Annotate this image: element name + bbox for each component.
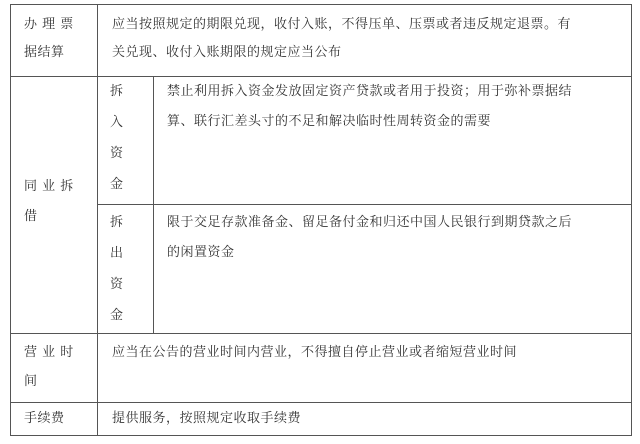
subrow-content-line: 的闲置资金 [167, 245, 235, 260]
subrow-label-char: 拆 [110, 215, 124, 230]
subrow-label-char: 入 [110, 115, 124, 130]
subrow-label-char: 金 [110, 308, 124, 323]
row-content-line: 关兑现、收付入账期限的规定应当公布 [112, 45, 342, 60]
regulations-table [10, 4, 632, 436]
subrow-label-char: 金 [110, 177, 124, 192]
subrow-label-char: 资 [110, 277, 124, 292]
row-label-line: 间 [24, 374, 38, 389]
row-label-line: 据结算 [24, 45, 65, 60]
row-label-line: 同 业 拆 [24, 179, 74, 194]
row-content-line: 提供服务，按照规定收取手续费 [112, 411, 302, 426]
subrow-label-cell [97, 76, 154, 205]
subrow-label-char: 拆 [110, 84, 124, 99]
subrow-label-cell [97, 204, 154, 334]
row-label-line: 借 [24, 209, 38, 224]
subrow-content-line: 限于交足存款准备金、留足备付金和归还中国人民银行到期贷款之后 [167, 215, 573, 230]
subrow-label-char: 资 [110, 146, 124, 161]
row-content-line: 应当在公告的营业时间内营业，不得擅自停止营业或者缩短营业时间 [112, 345, 518, 360]
row-label-line: 办 理 票 [24, 17, 74, 32]
row-label-line: 手续费 [24, 411, 65, 426]
row-label-line: 营 业 时 [24, 345, 74, 360]
subrow-label-char: 出 [110, 246, 124, 261]
subrow-content-line: 禁止利用拆入资金发放固定资产贷款或者用于投资；用于弥补票据结 [167, 84, 573, 99]
row-content-line: 应当按照规定的期限兑现，收付入账，不得压单、压票或者违反规定退票。有 [112, 17, 572, 32]
subrow-content-line: 算、联行汇差头寸的不足和解决临时性周转资金的需要 [167, 114, 492, 129]
